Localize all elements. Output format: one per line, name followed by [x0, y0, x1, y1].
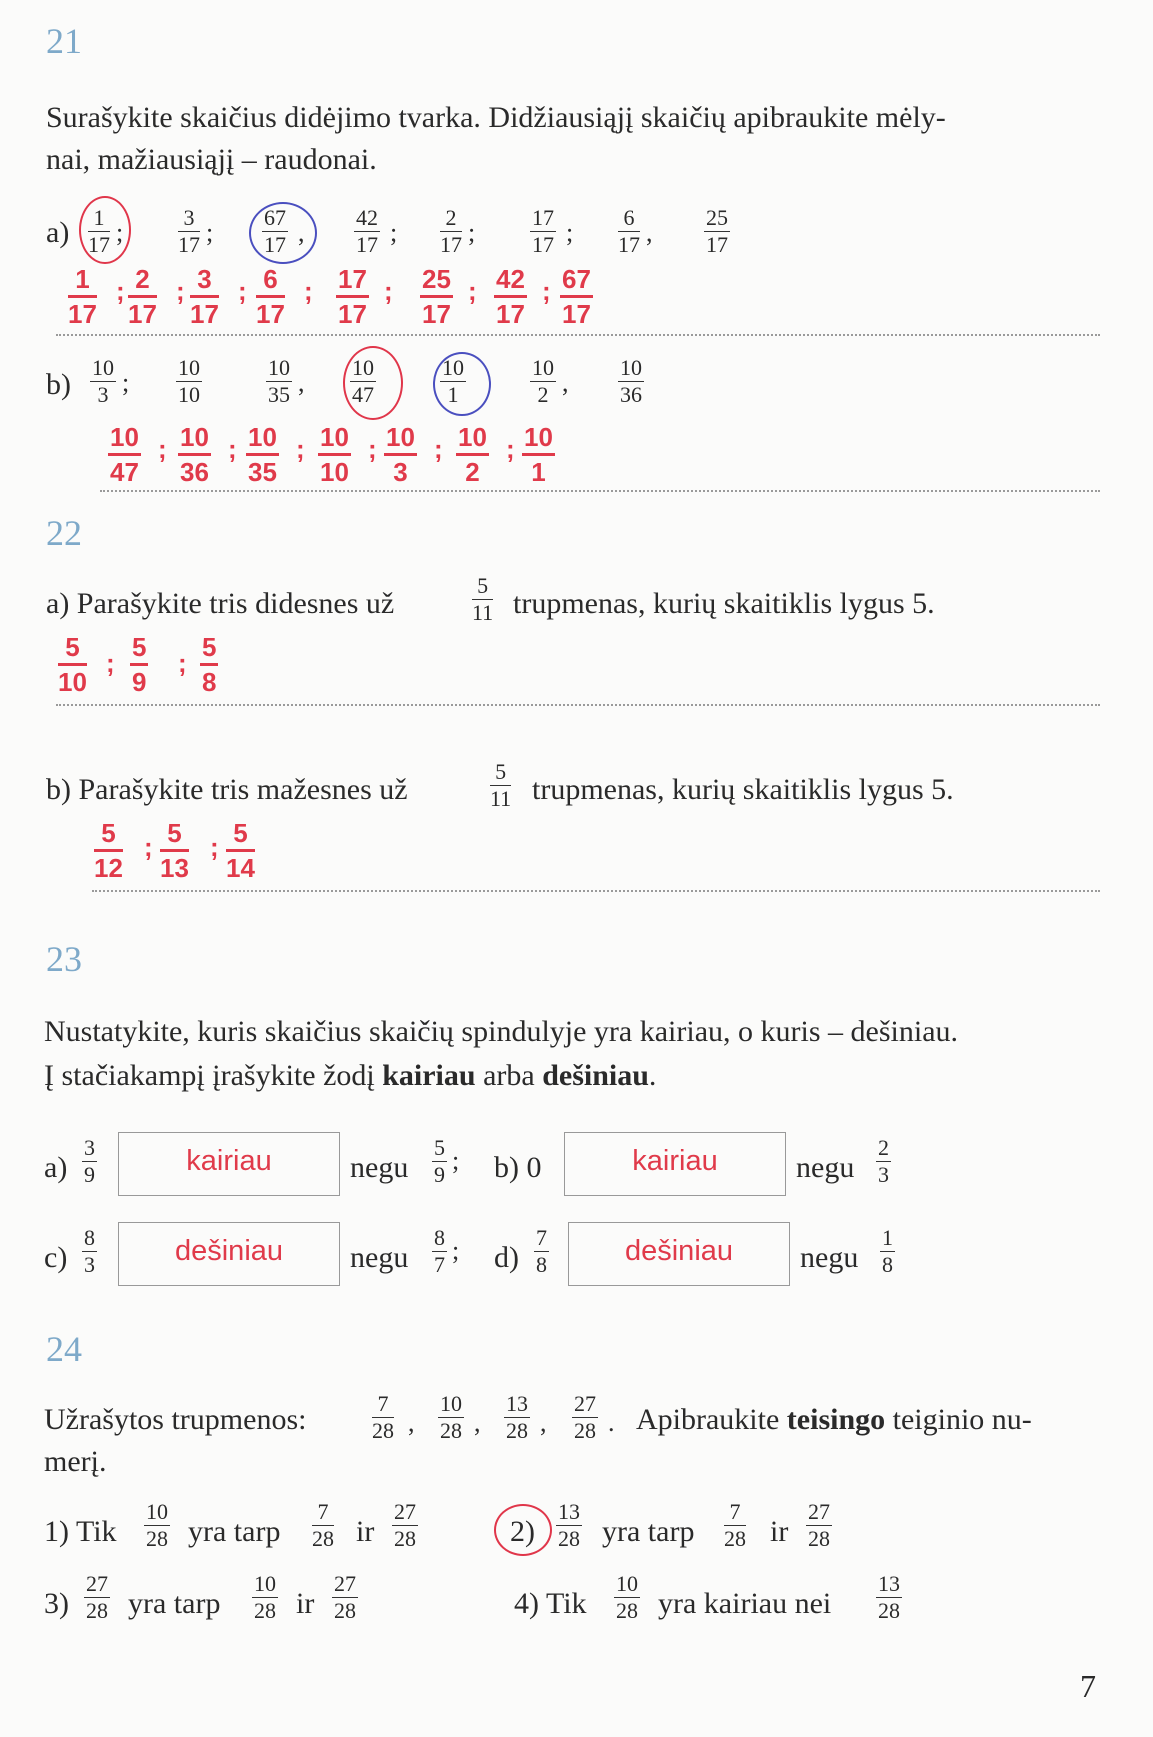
- separator: ;: [452, 1236, 460, 1265]
- numerator: 10: [92, 355, 114, 380]
- fraction-bar: [246, 453, 279, 456]
- statement-text: yra tarp: [128, 1587, 221, 1620]
- fraction-bar: [200, 663, 218, 666]
- answer-fraction: [108, 422, 141, 487]
- answer-fraction: [384, 422, 417, 487]
- answer-line: [100, 490, 1100, 492]
- separator: ;: [116, 218, 124, 247]
- numerator: 6: [263, 264, 278, 294]
- separator: ;: [238, 276, 247, 306]
- fraction: [266, 356, 292, 407]
- denominator: 12: [94, 853, 123, 883]
- answer-word: kairiau: [186, 1145, 272, 1177]
- answer-fraction: [128, 264, 157, 329]
- denominator: 11: [490, 786, 512, 811]
- numerator: 7: [536, 1225, 547, 1250]
- negu-text: negu: [350, 1151, 409, 1184]
- answer-fraction: [336, 264, 369, 329]
- numerator: 10: [248, 422, 277, 452]
- fraction: [312, 1500, 334, 1551]
- ex21-instruction-line1: Surašykite skaičius didėjimo tvarka. Didžiausiąjį skaičių apibraukite mėly-: [46, 101, 946, 134]
- denominator: 28: [312, 1526, 334, 1551]
- numerator: 5: [477, 573, 489, 598]
- denominator: 28: [808, 1526, 830, 1551]
- denominator: 28: [558, 1526, 580, 1551]
- numerator: 67: [264, 205, 286, 230]
- denominator: 17: [440, 232, 462, 257]
- fraction: [614, 1572, 640, 1623]
- blue-circle-max-b: [433, 352, 491, 416]
- denominator: 3: [84, 1252, 95, 1277]
- numerator: 27: [574, 1391, 596, 1416]
- answer-box-a[interactable]: [118, 1132, 340, 1196]
- numerator: 3: [197, 264, 212, 294]
- numerator: 5: [167, 818, 182, 848]
- fraction: [618, 206, 640, 257]
- exercise-number-23: 23: [46, 939, 82, 979]
- numerator: 25: [422, 264, 451, 294]
- numerator: 8: [84, 1225, 95, 1250]
- fraction-bar: [456, 453, 489, 456]
- separator: ;: [228, 434, 237, 464]
- fraction: [530, 206, 556, 257]
- denominator: 28: [574, 1418, 596, 1443]
- fraction-bar: [226, 849, 255, 852]
- statement-4-label: 4) Tik: [514, 1587, 587, 1620]
- separator: ;: [296, 434, 305, 464]
- numerator: 2: [445, 205, 457, 230]
- statement-text: ir: [296, 1587, 315, 1620]
- separator: ,: [298, 368, 305, 397]
- denominator: 35: [248, 457, 277, 487]
- ex23-b-label: b) 0: [494, 1151, 542, 1184]
- answer-fraction: [178, 422, 211, 487]
- separator: ;: [144, 832, 153, 862]
- numerator: 17: [532, 205, 554, 230]
- denominator: 1: [447, 382, 459, 407]
- answer-fraction: [58, 632, 87, 697]
- red-circle-min-a: [79, 196, 131, 264]
- numerator: 10: [524, 422, 553, 452]
- answer-box-d[interactable]: [568, 1222, 790, 1286]
- fraction-bar: [178, 453, 211, 456]
- fraction: [178, 206, 200, 257]
- numerator: 10: [146, 1499, 168, 1524]
- page-number: 7: [1080, 1668, 1096, 1704]
- denominator: 8: [882, 1252, 893, 1277]
- separator: ;: [452, 1146, 460, 1175]
- denominator: 36: [180, 457, 209, 487]
- numerator: 5: [434, 1135, 445, 1160]
- denominator: 28: [440, 1418, 462, 1443]
- blue-circle-max-a: [249, 202, 317, 264]
- denominator: 2: [537, 382, 549, 407]
- numerator: 2: [878, 1135, 889, 1160]
- ex24-line2: merį.: [44, 1445, 107, 1478]
- ex23-a-label: a): [44, 1151, 68, 1184]
- ex22-b-text-post: trupmenas, kurių skaitiklis lygus 5.: [532, 773, 954, 806]
- negu-text: negu: [800, 1241, 859, 1274]
- numerator: 1: [75, 264, 90, 294]
- separator: ,: [474, 1408, 481, 1437]
- separator: ;: [390, 218, 398, 247]
- denominator: 9: [434, 1162, 445, 1187]
- fraction: [556, 1500, 582, 1551]
- answer-fraction: [560, 264, 593, 329]
- fraction-bar: [108, 453, 141, 456]
- fraction-bar: [130, 663, 148, 666]
- negu-text: negu: [350, 1241, 409, 1274]
- ex21-b-label: b): [46, 368, 71, 401]
- denominator: 2: [465, 457, 480, 487]
- separator: ,: [540, 1408, 547, 1437]
- denominator: 9: [132, 667, 147, 697]
- numerator: 5: [495, 759, 507, 784]
- numerator: 10: [440, 1391, 462, 1416]
- denominator: 17: [618, 232, 640, 257]
- numerator: 5: [65, 632, 80, 662]
- fraction-bar: [318, 453, 351, 456]
- fraction-bar: [190, 295, 219, 298]
- numerator: 10: [180, 422, 209, 452]
- fraction-bar: [160, 849, 189, 852]
- fraction-bar: [494, 295, 527, 298]
- denominator: 35: [268, 382, 290, 407]
- answer-fraction: [190, 264, 219, 329]
- ref-fraction: [472, 574, 493, 625]
- separator: ,: [408, 1408, 415, 1437]
- statement-text: yra tarp: [602, 1515, 695, 1548]
- numerator: 42: [356, 205, 378, 230]
- exercise-number-21: 21: [46, 21, 82, 61]
- numerator: 5: [233, 818, 248, 848]
- denominator: 3: [393, 457, 408, 487]
- ex23-line2: Į stačiakampį įrašykite žodį kairiau arba dešiniau.: [44, 1059, 657, 1092]
- statement-text: ir: [356, 1515, 375, 1548]
- denominator: 47: [352, 382, 374, 407]
- separator: ;: [206, 218, 214, 247]
- fraction: [530, 356, 556, 407]
- denominator: 8: [202, 667, 217, 697]
- numerator: 10: [320, 422, 349, 452]
- numerator: 5: [101, 818, 116, 848]
- fraction-bar: [128, 295, 157, 298]
- red-circle-min-b: [343, 346, 403, 420]
- fraction: [432, 1226, 447, 1277]
- answer-word: dešiniau: [174, 1235, 284, 1267]
- numerator: 6: [623, 205, 635, 230]
- numerator: 27: [394, 1499, 416, 1524]
- exercise-number-22: 22: [46, 513, 82, 553]
- numerator: 3: [84, 1135, 95, 1160]
- fraction: [252, 1572, 278, 1623]
- numerator: 27: [334, 1571, 356, 1596]
- statement-2-label: 2): [510, 1515, 535, 1548]
- denominator: 36: [620, 382, 642, 407]
- separator: ;: [468, 218, 476, 247]
- fraction: [438, 1392, 464, 1443]
- separator: .: [608, 1408, 615, 1437]
- answer-box-b[interactable]: [564, 1132, 786, 1196]
- fraction-bar: [336, 295, 369, 298]
- fraction-bar: [58, 663, 87, 666]
- ex22-b-text-pre: b) Parašykite tris mažesnes už: [46, 773, 408, 806]
- denominator: 47: [110, 457, 139, 487]
- separator: ;: [106, 648, 115, 678]
- ex23-c-label: c): [44, 1241, 68, 1274]
- denominator: 28: [146, 1526, 168, 1551]
- denominator: 28: [878, 1598, 900, 1623]
- numerator: 7: [377, 1391, 389, 1416]
- denominator: 28: [334, 1598, 356, 1623]
- separator: ;: [210, 832, 219, 862]
- numerator: 13: [558, 1499, 580, 1524]
- ex22-a-text-pre: a) Parašykite tris didesnes už: [46, 587, 395, 620]
- answer-line: [56, 704, 1100, 706]
- answer-fraction: [522, 422, 555, 487]
- numerator: 2: [135, 264, 150, 294]
- answer-fraction: [256, 264, 285, 329]
- ex22-a-text-post: trupmenas, kurių skaitiklis lygus 5.: [513, 587, 935, 620]
- statement-text: yra kairiau nei: [658, 1587, 832, 1620]
- red-circle-answer-2: [494, 1504, 552, 1556]
- denominator: 10: [58, 667, 87, 697]
- answer-fraction: [246, 422, 279, 487]
- ex23-line1: Nustatykite, kuris skaičius skaičių spindulyje yra kairiau, o kuris – dešiniau.: [44, 1015, 959, 1048]
- fraction: [144, 1500, 170, 1551]
- fraction-bar: [384, 453, 417, 456]
- fraction: [806, 1500, 832, 1551]
- denominator: 28: [506, 1418, 528, 1443]
- fraction: [432, 1136, 447, 1187]
- negu-text: negu: [796, 1151, 855, 1184]
- denominator: 17: [190, 299, 219, 329]
- denominator: 28: [86, 1598, 108, 1623]
- denominator: 10: [320, 457, 349, 487]
- separator: ;: [506, 434, 515, 464]
- numerator: 5: [132, 632, 147, 662]
- answer-fraction: [200, 632, 218, 697]
- fraction-bar: [256, 295, 285, 298]
- denominator: 17: [178, 232, 200, 257]
- separator: ;: [468, 276, 477, 306]
- numerator: 10: [458, 422, 487, 452]
- denominator: 8: [536, 1252, 547, 1277]
- numerator: 13: [506, 1391, 528, 1416]
- ex21-a-label: a): [46, 216, 70, 249]
- answer-fraction: [420, 264, 453, 329]
- ex24-line1-post: Apibraukite teisingo teiginio nu-: [636, 1403, 1032, 1436]
- denominator: 28: [616, 1598, 638, 1623]
- numerator: 7: [317, 1499, 329, 1524]
- fraction: [704, 206, 730, 257]
- separator: ,: [298, 218, 305, 247]
- fraction: [572, 1392, 598, 1443]
- separator: ;: [384, 276, 393, 306]
- denominator: 17: [68, 299, 97, 329]
- answer-fraction: [494, 264, 527, 329]
- numerator: 10: [532, 355, 554, 380]
- fraction: [504, 1392, 530, 1443]
- denominator: 28: [394, 1526, 416, 1551]
- ex24-line1-pre: Užrašytos trupmenos:: [44, 1403, 307, 1436]
- fraction: [618, 356, 644, 407]
- fraction: [534, 1226, 549, 1277]
- numerator: 13: [878, 1571, 900, 1596]
- denominator: 11: [472, 600, 494, 625]
- answer-fraction: [160, 818, 189, 883]
- separator: ;: [122, 368, 130, 397]
- denominator: 17: [338, 299, 367, 329]
- statement-text: ir: [770, 1515, 789, 1548]
- numerator: 17: [338, 264, 367, 294]
- numerator: 10: [620, 355, 642, 380]
- denominator: 17: [562, 299, 591, 329]
- ref-fraction: [490, 760, 511, 811]
- numerator: 1: [93, 205, 105, 230]
- denominator: 17: [706, 232, 728, 257]
- separator: ;: [542, 276, 551, 306]
- fraction: [440, 206, 462, 257]
- numerator: 10: [268, 355, 290, 380]
- separator: ;: [434, 434, 443, 464]
- fraction: [724, 1500, 746, 1551]
- answer-fraction: [226, 818, 255, 883]
- fraction-bar: [560, 295, 593, 298]
- answer-box-c[interactable]: [118, 1222, 340, 1286]
- separator: ;: [158, 434, 167, 464]
- denominator: 3: [878, 1162, 889, 1187]
- numerator: 10: [178, 355, 200, 380]
- fraction: [332, 1572, 358, 1623]
- numerator: 42: [496, 264, 525, 294]
- numerator: 10: [386, 422, 415, 452]
- separator: ;: [116, 276, 125, 306]
- answer-line: [56, 334, 1100, 336]
- statement-1-label: 1) Tik: [44, 1515, 117, 1548]
- numerator: 10: [616, 1571, 638, 1596]
- numerator: 10: [254, 1571, 276, 1596]
- denominator: 17: [128, 299, 157, 329]
- fraction: [82, 1226, 97, 1277]
- denominator: 17: [88, 232, 110, 257]
- numerator: 10: [442, 355, 464, 380]
- answer-fraction: [130, 632, 148, 697]
- separator: ,: [646, 218, 653, 247]
- fraction: [392, 1500, 418, 1551]
- denominator: 13: [160, 853, 189, 883]
- fraction: [880, 1226, 895, 1277]
- separator: ,: [562, 368, 569, 397]
- fraction-bar: [522, 453, 555, 456]
- statement-text: yra tarp: [188, 1515, 281, 1548]
- ex23-d-label: d): [494, 1241, 519, 1274]
- answer-word: dešiniau: [624, 1235, 734, 1267]
- numerator: 10: [352, 355, 374, 380]
- denominator: 17: [496, 299, 525, 329]
- fraction: [90, 356, 116, 407]
- separator: ;: [566, 218, 574, 247]
- denominator: 28: [254, 1598, 276, 1623]
- separator: ;: [304, 276, 313, 306]
- numerator: 3: [183, 205, 195, 230]
- numerator: 8: [434, 1225, 445, 1250]
- fraction: [372, 1392, 394, 1443]
- answer-fraction: [94, 818, 123, 883]
- denominator: 17: [532, 232, 554, 257]
- separator: ;: [368, 434, 377, 464]
- numerator: 10: [110, 422, 139, 452]
- fraction: [176, 356, 202, 407]
- fraction: [82, 1136, 97, 1187]
- denominator: 17: [264, 232, 286, 257]
- denominator: 9: [84, 1162, 95, 1187]
- answer-line: [92, 890, 1100, 892]
- numerator: 67: [562, 264, 591, 294]
- denominator: 28: [724, 1526, 746, 1551]
- fraction: [876, 1136, 891, 1187]
- statement-3-label: 3): [44, 1587, 69, 1620]
- denominator: 7: [434, 1252, 445, 1277]
- denominator: 1: [531, 457, 546, 487]
- separator: ;: [178, 648, 187, 678]
- fraction: [876, 1572, 902, 1623]
- denominator: 3: [97, 382, 109, 407]
- denominator: 17: [256, 299, 285, 329]
- ex21-instruction-line2: nai, mažiausiąjį – raudonai.: [46, 143, 377, 176]
- exercise-number-24: 24: [46, 1329, 82, 1369]
- fraction-bar: [420, 295, 453, 298]
- denominator: 14: [226, 853, 255, 883]
- numerator: 25: [706, 205, 728, 230]
- denominator: 17: [356, 232, 378, 257]
- fraction: [354, 206, 380, 257]
- answer-fraction: [318, 422, 351, 487]
- fraction-bar: [68, 295, 97, 298]
- denominator: 10: [178, 382, 200, 407]
- fraction: [84, 1572, 110, 1623]
- separator: ;: [176, 276, 185, 306]
- numerator: 27: [86, 1571, 108, 1596]
- answer-fraction: [456, 422, 489, 487]
- denominator: 28: [372, 1418, 394, 1443]
- answer-word: kairiau: [632, 1145, 718, 1177]
- answer-fraction: [68, 264, 97, 329]
- numerator: 27: [808, 1499, 830, 1524]
- numerator: 7: [729, 1499, 741, 1524]
- numerator: 1: [882, 1225, 893, 1250]
- denominator: 17: [422, 299, 451, 329]
- fraction-bar: [94, 849, 123, 852]
- numerator: 5: [202, 632, 217, 662]
